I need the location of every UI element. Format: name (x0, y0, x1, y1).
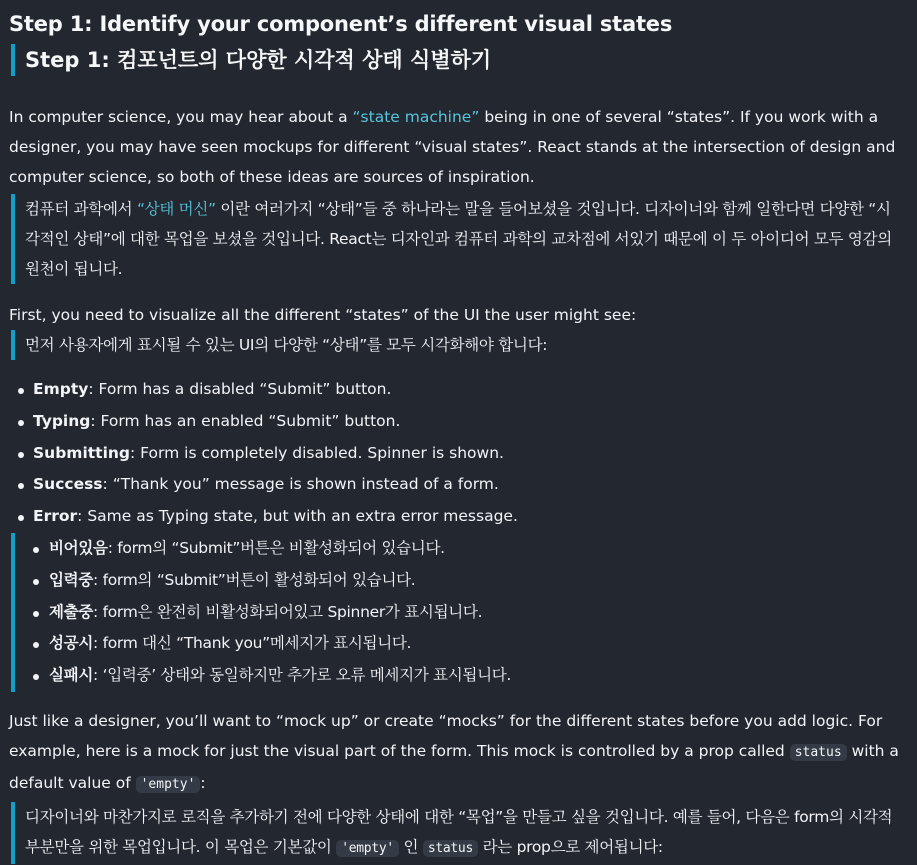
state-desc: : form의 “Submit”버튼은 비활성화되어 있습니다. (107, 538, 445, 557)
article-content (9, 10, 904, 864)
paragraph-mock-en-text-3: : (200, 773, 206, 792)
states-list-en (9, 374, 904, 533)
paragraph-intro-ko (25, 194, 904, 284)
state-machine-link-ko[interactable]: “상태 머신” (136, 200, 216, 218)
inline-code-status: status (790, 744, 847, 761)
heading-korean: Step 1: 컴포넌트의 다양한 시각적 상태 식별하기 (25, 48, 492, 72)
state-desc: : form의 “Submit”버튼이 활성화되어 있습니다. (93, 570, 416, 589)
list-item (15, 628, 904, 660)
heading-korean-block (11, 44, 904, 76)
states-list-ko (11, 533, 904, 692)
paragraph-mock-en (9, 706, 904, 800)
state-desc: : form은 완전히 비활성화되어있고 Spinner가 표시됩니다. (93, 602, 483, 621)
paragraph-mock-ko-text-1: 디자이너와 마찬가지로 로직을 추가하기 전에 다양한 상태에 대한 “목업”을 만들고 싶을 것입니다. 예를 들어, 다음은 form의 시각적 부분만을 위한 목업입니다. 이 목업은 기본값이 (25, 807, 893, 856)
state-desc: : form 대신 “Thank you”메세지가 표시됩니다. (93, 634, 412, 653)
inline-code-empty: 'empty' (136, 776, 201, 793)
state-name: Error (33, 507, 78, 526)
state-name: Typing (33, 411, 91, 430)
list-item (15, 533, 904, 565)
state-name: 실패시 (49, 666, 94, 685)
list-item (9, 469, 904, 501)
state-name: Success (33, 475, 103, 494)
paragraph-intro-en-text-2: being in one of several “states”. If you work with a designer, you may have seen mockups for different “visual states”. React stands at the intersection of design and computer science, so both of these ideas are sources of inspiration. (9, 108, 896, 186)
list-item (15, 597, 904, 629)
state-name: Submitting (33, 443, 131, 462)
paragraph-mock-ko-text-3: 라는 prop으로 제어됩니다: (477, 837, 663, 856)
paragraph-mock-ko-text-2: 인 (398, 837, 423, 856)
state-desc: : “Thank you” message is shown instead of a form. (102, 475, 499, 494)
state-desc: : Form has an enabled “Submit” button. (90, 411, 401, 430)
paragraph-visualize-ko-block (11, 330, 904, 360)
paragraph-intro-en (9, 102, 904, 192)
state-desc: : ‘입력중’ 상태와 동일하지만 추가로 오류 메세지가 표시됩니다. (93, 666, 512, 685)
paragraph-mock-en-text-1: Just like a designer, you’ll want to “mock up” or create “mocks” for the different states before you add logic. For example, here is a mock for just the visual part of the form. This mock is controlled by a prop called (9, 711, 883, 760)
state-desc: : Same as Typing state, but with an extra error message. (77, 507, 518, 526)
list-item (15, 660, 904, 692)
inline-code-status-ko: status (423, 840, 478, 857)
heading-english: Step 1: Identify your component’s different visual states (9, 12, 673, 36)
list-item (9, 406, 904, 438)
state-machine-link[interactable]: “state machine” (352, 108, 480, 126)
paragraph-intro-ko-text-1: 컴퓨터 과학에서 (25, 200, 137, 218)
list-item (15, 565, 904, 597)
list-item (9, 501, 904, 533)
paragraph-mock-en-text-2: with a default value of (9, 741, 899, 792)
paragraph-visualize-ko: 먼저 사용자에게 표시될 수 있는 UI의 다양한 “상태”를 모두 시각화해야 합니다: (25, 336, 548, 354)
paragraph-intro-en-text-1: In computer science, you may hear about a (9, 108, 353, 126)
state-name: Empty (33, 380, 89, 398)
paragraph-mock-ko-block (11, 802, 904, 864)
paragraph-intro-ko-text-2: 이란 여러가지 “상태”들 중 하나라는 말을 들어보셨을 것입니다. 디자이너와 함께 일한다면 다양한 “시각적인 상태”에 대한 목업을 보셨을 것입니다. React는 디자인과 컴퓨터 과학의 교차점에 서있기 때문에 이 두 아이디어 모두 영감의 원천이 됩니다. (25, 200, 892, 278)
state-name: 성공시 (49, 634, 94, 653)
state-desc: : Form is completely disabled. Spinner is shown. (130, 443, 504, 462)
state-desc: : Form has a disabled “Submit” button. (88, 380, 392, 398)
list-item (9, 374, 904, 406)
paragraph-visualize-en: First, you need to visualize all the different “states” of the UI the user might see: (9, 306, 637, 324)
list-item (9, 438, 904, 470)
paragraph-intro-ko-block (11, 194, 904, 284)
state-name: 제출중 (49, 602, 94, 621)
paragraph-mock-ko (25, 802, 904, 864)
state-name: 비어있음 (49, 538, 108, 557)
inline-code-empty-ko: 'empty' (336, 840, 399, 857)
state-name: 입력중 (49, 570, 94, 589)
